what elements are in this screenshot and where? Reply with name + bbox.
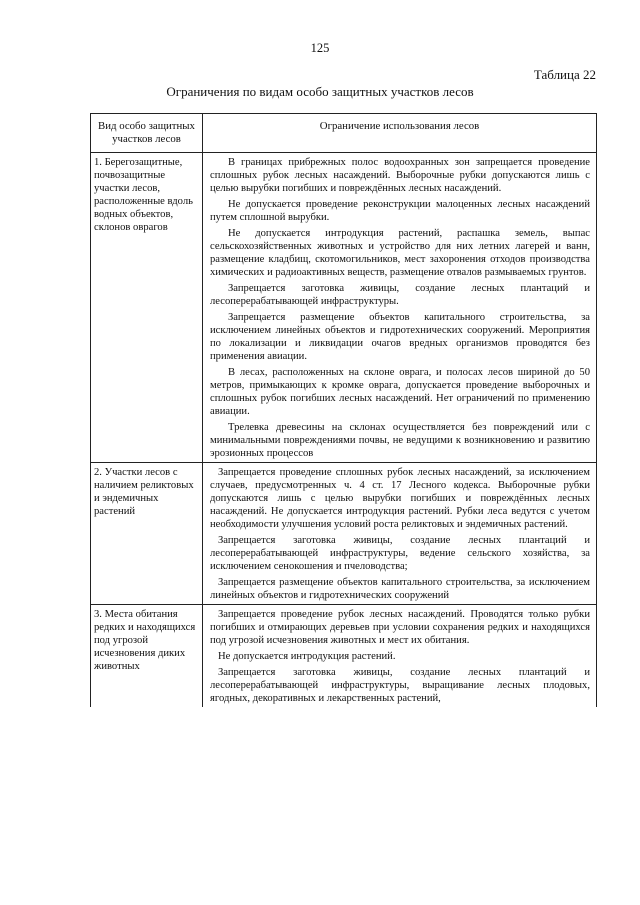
restriction-paragraph: Запрещается размещение объектов капитального строительства, за исключением линейных объектов и гидротехнических сооружений [210,577,590,601]
restriction-paragraph: В границах прибрежных полос водоохранных зон запрещается проведение сплошных рубок лесных насаждений. Выборочные рубки допускаются лишь с целью вырубки погибших и повреждённых лесных насаждений. [210,157,590,194]
header-forest-plot-type: Вид особо защитных участков лесов [91,114,203,153]
restriction-paragraph: Запрещается заготовка живицы, создание лесных плантаций и лесоперерабатывающей инфраструктуры. [210,283,590,307]
page-number: 125 [310,41,330,55]
restriction-paragraph: Не допускается проведение реконструкции малоценных лесных насаждений путем сплошной вырубки. [210,199,590,223]
restriction-paragraph: Запрещается размещение объектов капитального строительства, за исключением линейных объектов и гидротехнических сооружений. Мероприятия по локализации и ликвидации очагов вредных организмов проводятся без применения авиации. [210,312,590,362]
table-row [91,605,597,708]
row-restrictions [203,153,597,463]
row-category: 2. Участки лесов с наличием реликтовых и эндемичных растений [91,463,203,605]
restriction-paragraph: Не допускается интродукция растений. [218,651,396,662]
row-category: 3. Места обитания редких и находящихся под угрозой исчезновения диких животных [91,605,203,708]
restriction-paragraph: Запрещается проведение рубок лесных насаждений. Проводятся только рубки погибших и отмирающих деревьев при условии сохранения редких и находящихся под угрозой исчезновения животных и мест их обитания. [210,609,590,646]
table-label: Таблица 22 [533,67,596,82]
header-usage-restriction: Ограничение использования лесов [203,114,597,153]
table-row [91,153,597,463]
table-header-row [91,114,597,153]
row-restrictions [203,463,597,605]
row-category: 1. Берегозащитные, почвозащитные участки лесов, расположенные вдоль водных объектов, склонов оврагов [91,153,203,463]
table-title: Ограничения по видам особо защитных участков лесов [166,84,474,99]
restriction-paragraph: Запрещается заготовка живицы, создание лесных плантаций и лесоперерабатывающей инфраструктуры, ведение сельского хозяйства, за исключением сенокошения и пчеловодства; [210,535,590,572]
restrictions-table [90,113,597,707]
table-row [91,463,597,605]
row-restrictions [203,605,597,708]
restriction-paragraph: В лесах, расположенных на склоне оврага, и полосах лесов шириной до 50 метров, примыкающих к кромке оврага, допускается проведение выборочных и сплошных рубок погибших лесных насаждений. Нет ограничений по применению авиации. [210,367,590,417]
restriction-paragraph: Запрещается заготовка живицы, создание лесных плантаций и лесоперерабатывающей инфраструктуры, выращивание лесных плодовых, ягодных, декоративных и лекарственных растений, [210,667,590,704]
restriction-paragraph: Не допускается интродукция растений, распашка земель, выпас сельскохозяйственных животных и устройство для них летних лагерей и ванн, размещение кладбищ, скотомогильников, мест захоронения отходов производства химических и радиоактивных веществ, размещение отвалов размываемых грунтов. [210,228,590,278]
restriction-paragraph: Запрещается проведение сплошных рубок лесных насаждений, за исключением случаев, предусмотренных ч. 4 ст. 17 Лесного кодекса. Выборочные рубки допускаются лишь с целью вырубки погибших и повреждённых лесных насаждений. Не допускается интродукция растений. Рубки леса ведутся с учетом необходимости улучшения условий роста реликтовых и эндемичных растений. [210,467,590,530]
restriction-paragraph: Трелевка древесины на склонах осуществляется без повреждений или с минимальными повреждениями почвы, не ведущими к возникновению и развитию эрозионных процессов [210,422,590,459]
